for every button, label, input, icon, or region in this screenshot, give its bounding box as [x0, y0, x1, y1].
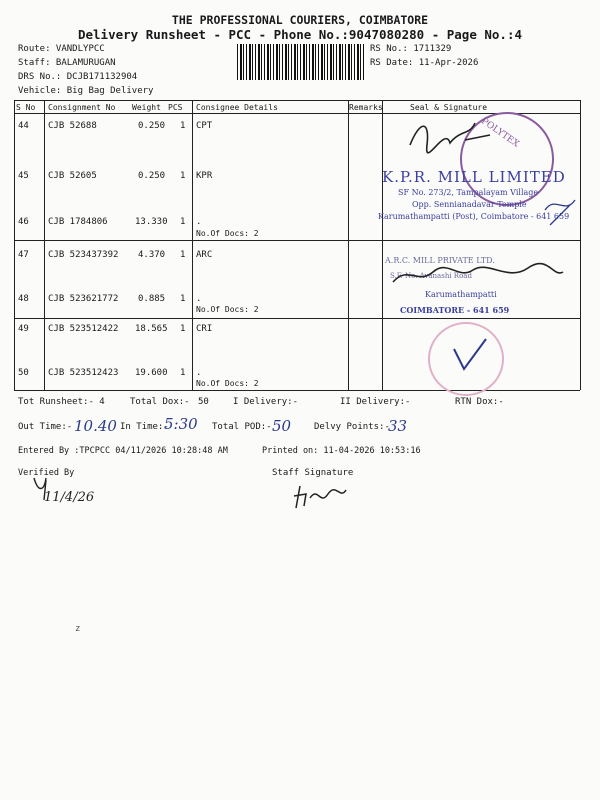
kpr-stamp-addr2: Opp. Sennianadavar Temple	[412, 200, 527, 209]
staff-signature	[290, 480, 350, 512]
arc-stamp-line2: S.F. No. Avanashi Road	[390, 272, 472, 280]
barcode	[237, 44, 365, 80]
staff-signature-label: Staff Signature	[272, 468, 354, 478]
signature-kpr	[540, 190, 580, 235]
tick-signature	[450, 335, 490, 375]
col-remarks: Remarks	[349, 103, 383, 112]
i-delivery: I Delivery:-	[233, 397, 299, 407]
page-title: THE PROFESSIONAL COURIERS, COIMBATORE	[171, 13, 429, 27]
ii-delivery: II Delivery:-	[340, 397, 411, 407]
kpr-stamp-addr1: SF No. 273/2, Tampalayam Village	[398, 188, 539, 197]
arc-stamp-line3: Karumathampatti	[425, 290, 497, 299]
staff-label: Staff: BALAMURUGAN	[18, 58, 116, 68]
col-consignment: Consignment No	[48, 103, 116, 112]
col-sno: S No	[16, 103, 36, 112]
out-time-label: Out Time:-	[18, 422, 73, 432]
stray-mark: z	[75, 624, 81, 634]
kpr-stamp-name: K.P.R. MILL LIMITED	[382, 168, 566, 186]
verified-date: 11/4/26	[44, 490, 95, 505]
arc-stamp-line1: A.R.C. MILL PRIVATE LTD.	[385, 256, 495, 265]
kpr-stamp-addr3: Karumathampatti (Post), Coimbatore - 641 659	[378, 212, 570, 221]
total-pod-value: 50	[272, 417, 292, 435]
delvy-points-label: Delvy Points:-	[314, 422, 390, 432]
out-time-value: 10.40	[74, 417, 117, 435]
total-dox-value: 50	[198, 397, 209, 407]
col-pcs: PCS	[168, 103, 183, 112]
rs-date: RS Date: 11-Apr-2026	[370, 58, 479, 68]
page-subtitle: Delivery Runsheet - PCC - Phone No.:9047080280 - Page No.:4	[77, 27, 522, 42]
polytex-seal-text: POLYTEX	[479, 116, 521, 150]
rs-number: RS No.: 1711329	[370, 44, 452, 54]
delvy-points-value: 33	[388, 417, 408, 435]
signature-arc	[388, 260, 568, 290]
col-seal: Seal & Signature	[410, 103, 488, 112]
printed-on: Printed on: 11-04-2026 10:53:16	[262, 446, 421, 456]
in-time-label: In Time:-	[120, 422, 169, 432]
in-time-value: 5:30	[164, 415, 198, 433]
entered-by: Entered By :TPCPCC 04/11/2026 10:28:48 AM	[18, 446, 228, 456]
route-label: Route: VANDLYPCC	[18, 44, 105, 54]
signature-row1	[405, 115, 495, 160]
arc-stamp-line4: COIMBATORE - 641 659	[400, 305, 510, 315]
vehicle-label: Vehicle: Big Bag Delivery	[18, 86, 154, 96]
drs-label: DRS No.: DCJB171132904	[18, 72, 138, 82]
verified-by-label: Verified By	[18, 468, 75, 478]
col-weight: Weight	[132, 103, 161, 112]
total-dox-label: Total Dox:-	[130, 397, 190, 407]
rtn-dox: RTN Dox:-	[455, 397, 504, 407]
tot-runsheet: Tot Runsheet:- 4	[18, 397, 105, 407]
col-consignee: Consignee Details	[196, 103, 278, 112]
total-pod-label: Total POD:-	[212, 422, 272, 432]
